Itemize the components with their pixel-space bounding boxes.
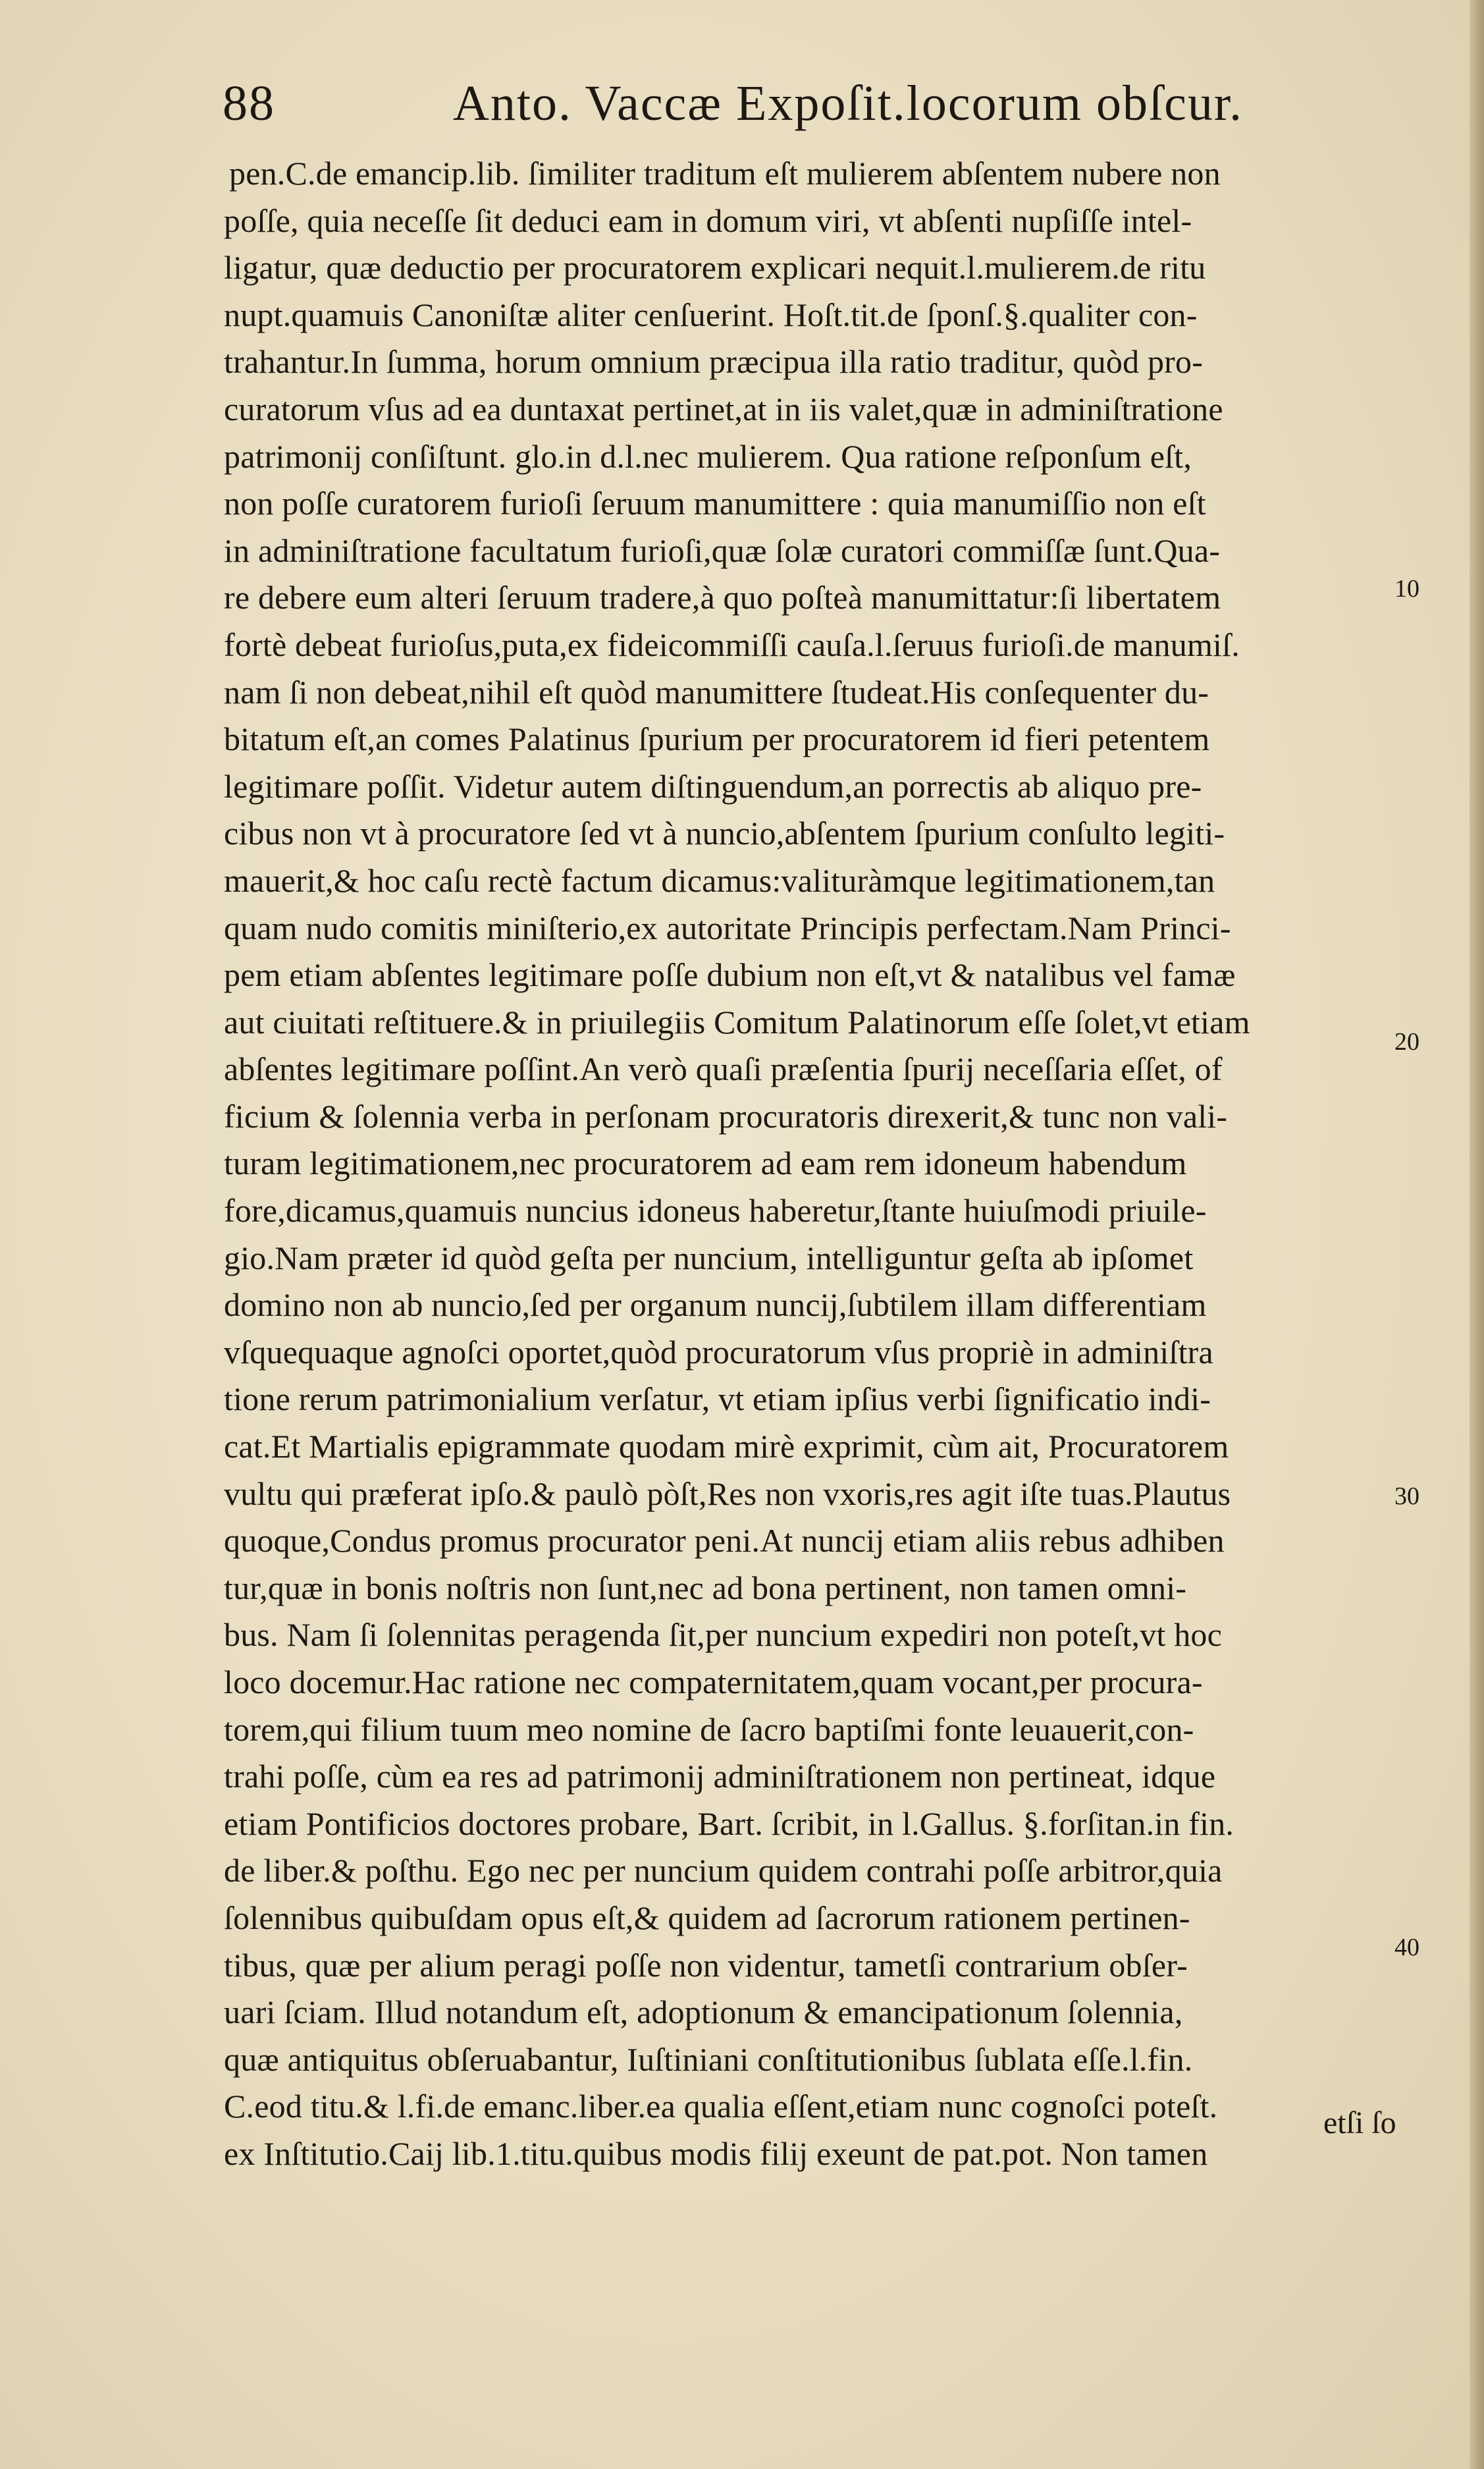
text-line: turam legitimationem,nec procuratorem ad eam rem idoneum habendum xyxy=(224,1145,1187,1182)
body-text xyxy=(224,150,1383,2178)
margin-line-number: 20 xyxy=(1394,1028,1419,1056)
text-line: nupt.quamuis Canoniſtæ aliter cenſuerint. Hoſt.tit.de ſponſ.§.qualiter con- xyxy=(224,296,1198,333)
text-line: cibus non vt à procuratore ſed vt à nuncio,abſentem ſpurium conſulto legiti- xyxy=(224,815,1225,852)
text-line: gio.Nam præter id quòd geſta per nuncium, intelliguntur geſta ab ipſomet xyxy=(224,1239,1194,1276)
text-line: abſentes legitimare poſſint.An verò quaſi præſentia ſpurij neceſſaria eſſet, of xyxy=(224,1050,1223,1088)
text-line: ligatur, quæ deductio per procuratorem explicari nequit.l.mulierem.de ritu xyxy=(224,249,1206,286)
text-line: uari ſciam. Illud notandum eſt, adoptionum & emancipationum ſolennia, xyxy=(224,1994,1183,2031)
text-line: pem etiam abſentes legitimare poſſe dubium non eſt,vt & natalibus vel famæ xyxy=(224,956,1236,994)
text-line: tibus, quæ per alium peragi poſſe non videntur, tametſi contrarium obſer- xyxy=(224,1946,1188,1984)
text-line: quam nudo comitis miniſterio,ex autoritate Principis perfectam.Nam Princi- xyxy=(224,909,1231,946)
text-line: legitimare poſſit. Videtur autem diſtinguendum,an porrectis ab aliquo pre- xyxy=(224,767,1202,805)
text-line: curatorum vſus ad ea duntaxat pertinet,at in iis valet,quæ in adminiſtratione xyxy=(224,390,1223,427)
text-line: fore,dicamus,quamuis nuncius idoneus haberetur,ſtante huiuſmodi priuile- xyxy=(224,1192,1207,1230)
margin-line-number: 40 xyxy=(1394,1934,1419,1961)
text-line: ficium & ſolennia verba in perſonam procuratoris direxerit,& tunc non vali- xyxy=(224,1097,1228,1135)
text-line: nam ſi non debeat,nihil eſt quòd manumittere ſtudeat.His conſequenter du- xyxy=(224,673,1209,711)
text-line: aut ciuitati reſtituere.& in priuilegiis Comitum Palatinorum eſſe ſolet,vt etiam xyxy=(224,1003,1250,1041)
text-line: quoque,Condus promus procurator peni.At nuncij etiam aliis rebus adhiben xyxy=(224,1522,1225,1560)
text-line: tur,quæ in bonis noſtris non ſunt,nec ad bona pertinent, non tamen omni- xyxy=(224,1569,1187,1606)
text-line: poſſe, quia neceſſe ſit deduci eam in domum viri, vt abſenti nupſiſſe intel- xyxy=(224,202,1192,239)
running-head: Anto. Vaccæ Expoſit.locorum obſcur. xyxy=(453,76,1243,131)
page-header xyxy=(223,66,1276,138)
text-line: re debere eum alteri ſeruum tradere,à quo poſteà manumittatur:ſi libertatem xyxy=(224,579,1221,616)
text-line: fortè debeat furioſus,puta,ex fideicommiſſi cauſa.l.ſeruus furioſi.de manumiſ. xyxy=(224,626,1240,663)
text-line: etiam Pontificios doctores probare, Bart. ſcribit, in l.Gallus. §.forſitan.in fin. xyxy=(224,1804,1234,1842)
text-line: domino non ab nuncio,ſed per organum nuncij,ſubtilem illam differentiam xyxy=(224,1286,1207,1324)
text-line: mauerit,& hoc caſu rectè factum dicamus:valituràmque legitimationem,tan xyxy=(224,861,1215,899)
text-line: non poſſe curatorem furioſi ſeruum manumittere : quia manumiſſio non eſt xyxy=(224,485,1206,522)
text-line: ſolennibus quibuſdam opus eſt,& quidem ad ſacrorum rationem pertinen- xyxy=(224,1899,1190,1936)
text-line: trahi poſſe, cùm ea res ad patrimonij adminiſtrationem non pertineat, idque xyxy=(224,1758,1216,1795)
text-line: bitatum eſt,an comes Palatinus ſpurium per procuratorem id fieri petentem xyxy=(224,720,1210,758)
text-line: quæ antiquitus obſeruabantur, Iuſtiniani conſtitutionibus ſublata eſſe.l.fin. xyxy=(224,2040,1193,2078)
catchword: etſi ſo xyxy=(1323,2105,1396,2140)
text-line: trahantur.In ſumma, horum omnium præcipua illa ratio traditur, quòd pro- xyxy=(224,343,1204,381)
text-line: tione rerum patrimonialium verſatur, vt etiam ipſius verbi ſignificatio indi- xyxy=(224,1380,1211,1418)
text-line: ex Inſtitutio.Caij lib.1.titu.quibus modis filij exeunt de pat.pot. Non tamen xyxy=(224,2134,1208,2172)
text-line: in adminiſtratione facultatum furioſi,quæ ſolæ curatori commiſſæ ſunt.Qua- xyxy=(224,531,1221,569)
text-line: torem,qui filium tuum meo nomine de ſacro baptiſmi fonte leuauerit,con- xyxy=(224,1710,1194,1748)
text-line: pen.C.de emancip.lib. ſimiliter traditum eſt mulierem abſentem nubere non xyxy=(229,155,1221,192)
text-line: vſquequaque agnoſci oportet,quòd procuratorum vſus propriè in adminiſtra xyxy=(224,1333,1213,1370)
page-edge-gutter xyxy=(1470,0,1484,2469)
text-line: de liber.& poſthu. Ego nec per nuncium quidem contrahi poſſe arbitror,quia xyxy=(224,1852,1223,1889)
text-line: C.eod titu.& l.fi.de emanc.liber.ea qualia eſſent,etiam nunc cognoſci poteſt. xyxy=(224,2088,1218,2125)
text-line: patrimonij conſiſtunt. glo.in d.l.nec mulierem. Qua ratione reſponſum eſt, xyxy=(224,437,1192,475)
margin-line-number: 10 xyxy=(1394,575,1419,603)
text-line: loco docemur.Hac ratione nec compaternitatem,quam vocant,per procura- xyxy=(224,1664,1203,1700)
margin-line-number: 30 xyxy=(1394,1482,1419,1510)
page-number: 88 xyxy=(223,76,275,131)
text-line: cat.Et Martialis epigrammate quodam mirè exprimit, cùm ait, Procuratorem xyxy=(224,1428,1229,1465)
text-line: vultu qui præferat ipſo.& paulò pòſt,Res non vxoris,res agit iſte tuas.Plautus xyxy=(224,1475,1231,1512)
text-line: bus. Nam ſi ſolennitas peragenda ſit,per nuncium expediri non poteſt,vt hoc xyxy=(224,1616,1223,1654)
